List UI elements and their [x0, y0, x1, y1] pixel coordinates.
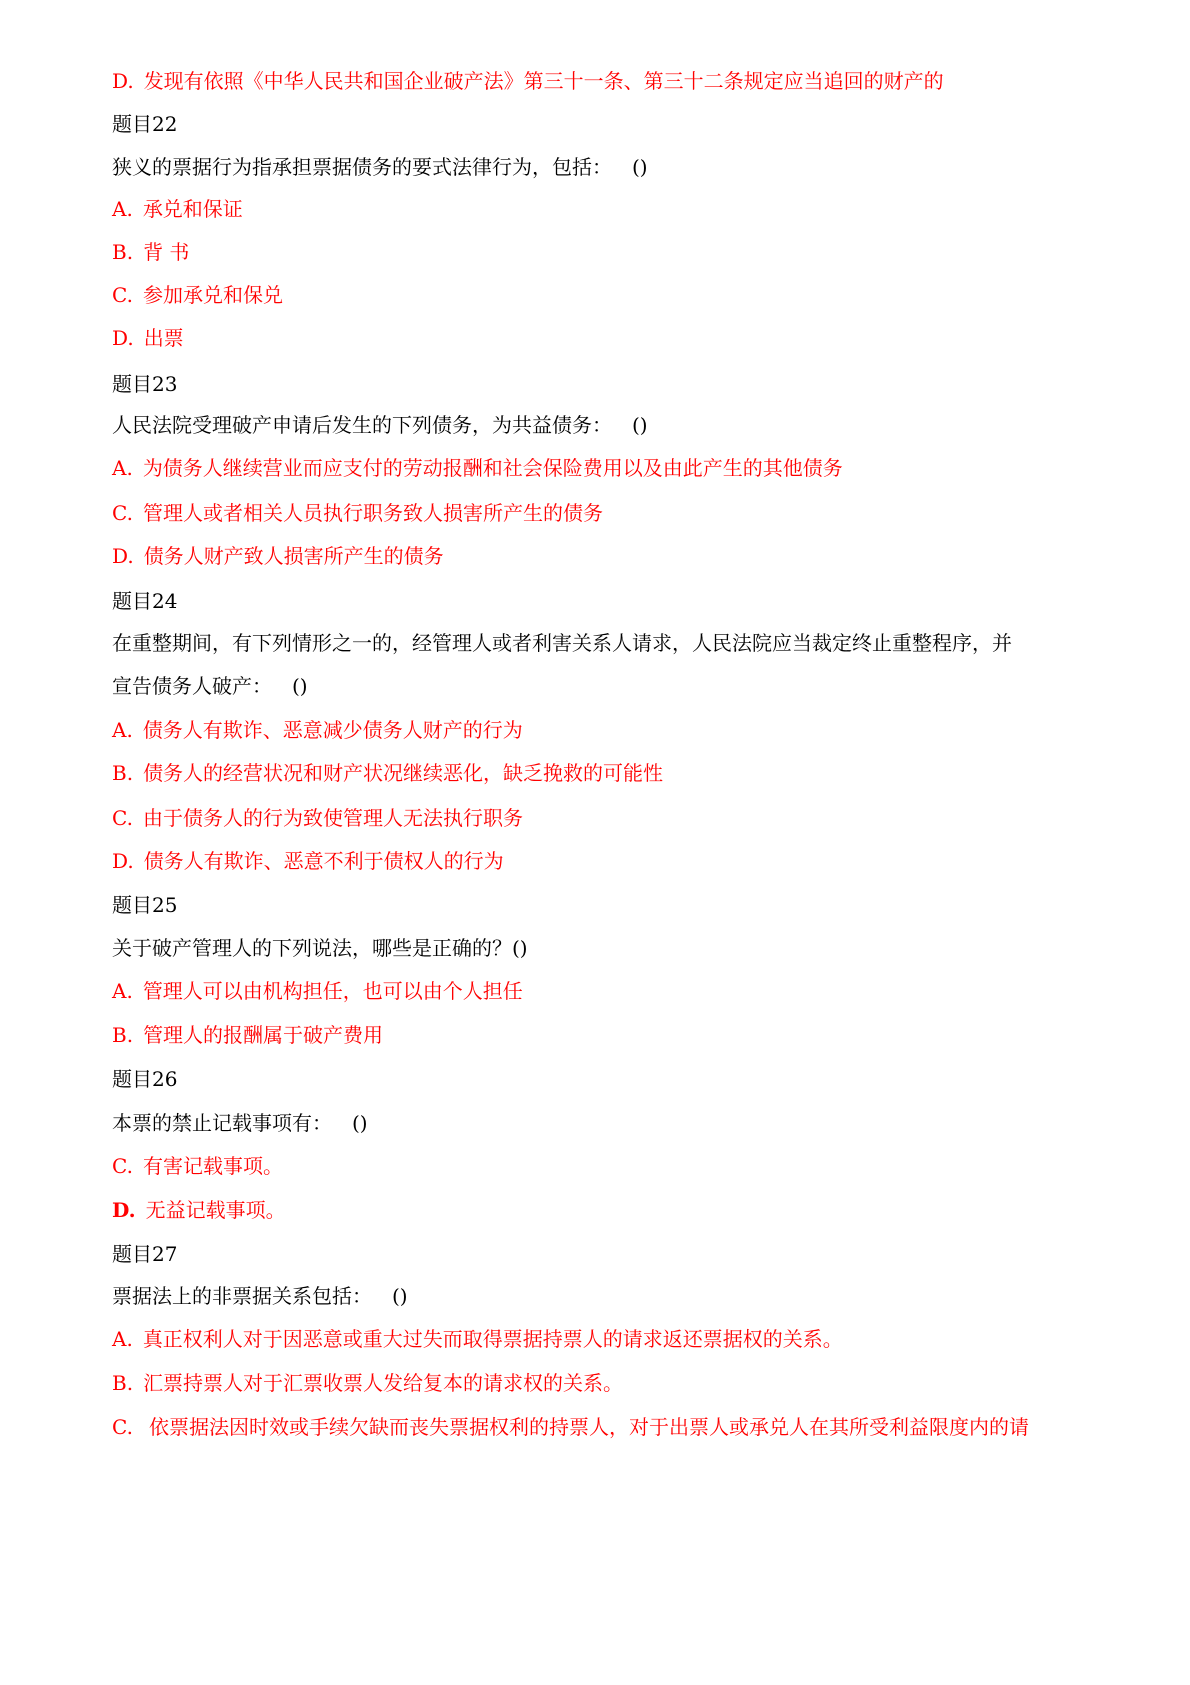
- answer-line: [112, 282, 283, 308]
- answer-blank: (): [392, 1284, 408, 1308]
- answer-line: [112, 1197, 286, 1223]
- option-letter: A.: [112, 1327, 133, 1351]
- answer-line: [112, 455, 843, 481]
- option-text: 发现有依照《中华人民共和国企业破产法》第三十一条、第三十二条规定应当追回的财产的: [143, 69, 944, 93]
- answer-line: [112, 978, 523, 1004]
- option-letter: C.: [112, 283, 133, 307]
- option-text: 依票据法因时效或手续欠缺而丧失票据权利的持票人，对于出票人或承兑人在其所受利益限度内的请: [148, 1415, 1029, 1439]
- answer-line: [112, 239, 189, 265]
- question-body: 狭义的票据行为指承担票据债务的要式法律行为，包括：: [112, 155, 612, 179]
- option-text: 有害记载事项。: [142, 1154, 283, 1178]
- answer-blank: (): [352, 1111, 368, 1135]
- option-letter: C.: [112, 1415, 133, 1439]
- answer-line: [112, 1370, 623, 1396]
- option-letter: A.: [112, 197, 133, 221]
- question-text: [112, 630, 1012, 656]
- option-letter: C.: [112, 806, 133, 830]
- question-text: [112, 673, 308, 699]
- option-letter: C.: [112, 501, 133, 525]
- question-text: [112, 154, 648, 180]
- option-letter: A.: [112, 456, 133, 480]
- option-letter: B.: [112, 1023, 134, 1047]
- option-letter: B.: [112, 240, 134, 264]
- answer-line: [112, 717, 523, 743]
- answer-line: [112, 1326, 843, 1352]
- answer-line: [112, 805, 523, 831]
- answer-line: [112, 543, 444, 569]
- option-text: 管理人或者相关人员执行职务致人损害所产生的债务: [142, 501, 603, 525]
- option-text: 背 书: [143, 240, 190, 264]
- option-letter: B.: [112, 761, 134, 785]
- answer-line: [112, 1153, 283, 1179]
- answer-blank: (): [292, 674, 308, 698]
- question-body: 在重整期间，有下列情形之一的，经管理人或者利害关系人请求，人民法院应当裁定终止重整程序，并: [112, 631, 1012, 655]
- answer-line: [112, 1414, 1029, 1440]
- option-text: 由于债务人的行为致使管理人无法执行职务: [142, 806, 523, 830]
- option-letter: D.: [112, 69, 134, 93]
- option-text: 债务人的经营状况和财产状况继续恶化，缺乏挽救的可能性: [143, 761, 664, 785]
- question-heading: 题目26: [112, 1067, 178, 1091]
- question-text: [112, 1110, 368, 1136]
- option-text: 无益记载事项。: [145, 1198, 286, 1222]
- option-letter: A.: [112, 979, 133, 1003]
- question-heading: 题目27: [112, 1242, 178, 1266]
- option-text: 债务人有欺诈、恶意减少债务人财产的行为: [142, 718, 523, 742]
- option-letter: C.: [112, 1154, 133, 1178]
- option-letter: D.: [112, 1198, 136, 1222]
- option-text: 债务人有欺诈、恶意不利于债权人的行为: [143, 849, 504, 873]
- answer-line: [112, 500, 603, 526]
- answer-line: [112, 848, 504, 874]
- option-text: 管理人的报酬属于破产费用: [143, 1023, 384, 1047]
- question-text: [112, 935, 528, 961]
- answer-line: [112, 760, 663, 786]
- answer-blank: (): [632, 155, 648, 179]
- option-text: 债务人财产致人损害所产生的债务: [143, 544, 444, 568]
- question-body: 票据法上的非票据关系包括：: [112, 1284, 372, 1308]
- question-text: [112, 1283, 408, 1309]
- option-text: 真正权利人对于因恶意或重大过失而取得票据持票人的请求返还票据权的关系。: [142, 1327, 843, 1351]
- answer-line: [112, 1022, 383, 1048]
- option-letter: B.: [112, 1371, 134, 1395]
- question-body: 关于破产管理人的下列说法，哪些是正确的？(): [112, 936, 528, 960]
- option-text: 参加承兑和保兑: [142, 283, 283, 307]
- answer-line: [112, 68, 944, 94]
- option-letter: D.: [112, 849, 134, 873]
- answer-blank: (): [632, 413, 648, 437]
- option-text: 为债务人继续营业而应支付的劳动报酬和社会保险费用以及由此产生的其他债务: [142, 456, 843, 480]
- option-text: 出票: [143, 326, 184, 350]
- question-heading: 题目25: [112, 893, 178, 917]
- question-heading: 题目23: [112, 372, 178, 396]
- answer-line: [112, 196, 243, 222]
- option-letter: D.: [112, 326, 134, 350]
- answer-line: [112, 325, 184, 351]
- question-heading: 题目24: [112, 589, 178, 613]
- question-heading: 题目22: [112, 112, 178, 136]
- question-text: [112, 412, 648, 438]
- question-body: 人民法院受理破产申请后发生的下列债务，为共益债务：: [112, 413, 612, 437]
- option-text: 管理人可以由机构担任，也可以由个人担任: [142, 979, 523, 1003]
- option-text: 汇票持票人对于汇票收票人发给复本的请求权的关系。: [143, 1371, 624, 1395]
- question-body: 本票的禁止记载事项有：: [112, 1111, 332, 1135]
- option-letter: A.: [112, 718, 133, 742]
- option-text: 承兑和保证: [142, 197, 243, 221]
- option-letter: D.: [112, 544, 134, 568]
- question-body: 宣告债务人破产：: [112, 674, 272, 698]
